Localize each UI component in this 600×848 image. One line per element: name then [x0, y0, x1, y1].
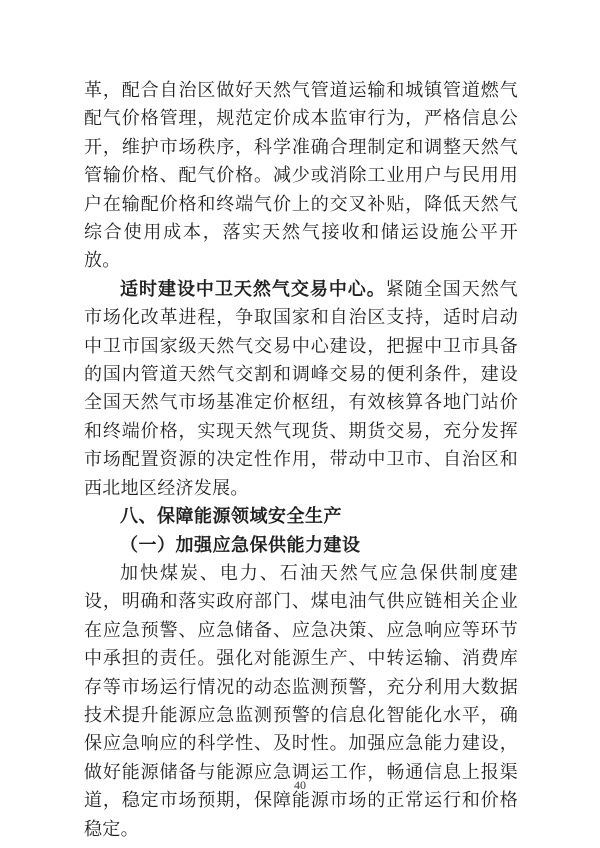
paragraph-trading-center — [84, 275, 518, 502]
section-heading-energy-safety: 八、保障能源领域安全生产 — [120, 506, 342, 527]
subsection-heading-emergency-supply: （一）加强应急保供能力建设 — [120, 534, 361, 555]
page-number: 40 — [294, 778, 306, 792]
text-block — [84, 76, 518, 843]
paragraph-emergency-capacity: 加快煤炭、电力、石油天然气应急保供制度建设，明确和落实政府部门、煤电油气供应链相关企业在应急预警、应急储备、应急决策、应急响应等环节中承担的责任。强化对能源生产、中转运输、消费库存等市场运行情况的动态监测预警，充分利用大数据技术提升能源应急监测预警的信息化智能化水平，确保应急响应的科学性、及时性。加强应急能力建设，做好能源储备与能源应急调运工作，畅通信息上报渠道，稳定市场预期，保障能源市场的正常运行和价格稳定。 — [84, 562, 518, 839]
paragraph-trading-center-lead: 适时建设中卫天然气交易中心。 — [120, 278, 386, 299]
paragraph-gas-price-reform: 革，配合自治区做好天然气管道运输和城镇管道燃气配气价格管理，规范定价成本监审行为，严格信息公开，维护市场秩序，科学准确合理制定和调整天然气管输价格、配气价格。减少或消除工业用户与民用用户在输配价格和终端气价上的交叉补贴，降低天然气综合使用成本，落实天然气接收和储运设施公平开放。 — [84, 80, 518, 271]
paragraph-trading-center-body: 紧随全国天然气市场化改革进程，争取国家和自治区支持，适时启动中卫市国家级天然气交易中心建设，把握中卫市具备的国内管道天然气交割和调峰交易的便利条件，建设全国天然气市场基准定价枢纽，有效核算各地门站价和终端价格，实现天然气现货、期货交易，充分发挥市场配置资源的决定性作用，带动中卫市、自治区和西北地区经济发展。 — [84, 278, 518, 498]
